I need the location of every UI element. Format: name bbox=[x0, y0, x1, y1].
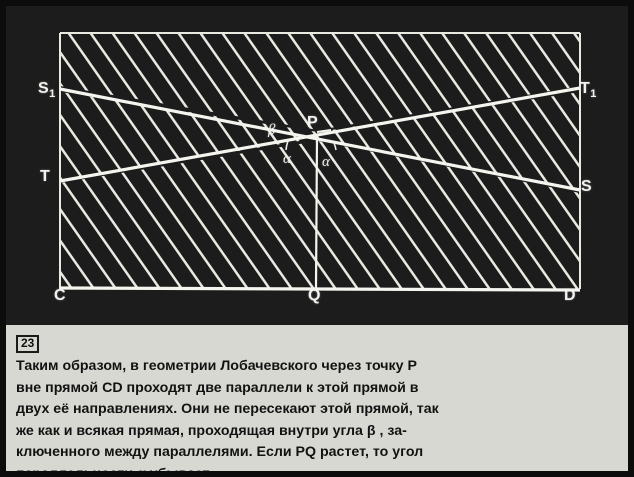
angle-label-beta: β bbox=[268, 122, 276, 138]
caption-line-4: же как и всякая прямая, проходящая внутри угла β , за- bbox=[16, 422, 407, 439]
point-label-S1: $S_1$ bbox=[38, 80, 56, 101]
point-label-T: T bbox=[40, 168, 51, 185]
point-label-Q: Q bbox=[308, 287, 321, 304]
point-label-S: S bbox=[581, 178, 593, 195]
caption-line-1: Таким образом, в геометрии Лобачевского через точку P bbox=[16, 358, 417, 374]
caption-line-2: вне прямой CD проходят две параллели к этой прямой в bbox=[16, 379, 419, 396]
caption-text bbox=[16, 356, 618, 477]
angle-label-alpha-right: α bbox=[322, 154, 330, 170]
point-label-C: C bbox=[54, 287, 67, 304]
point-label-T1: $T_1$ bbox=[580, 80, 597, 101]
caption-line-5: ключенного между параллелями. Если PQ растет, то угол bbox=[16, 444, 424, 460]
frame-bottom-strip bbox=[0, 471, 634, 477]
caption-line-3: двух её направлениях. Они не пересекают этой прямой, так bbox=[16, 401, 439, 417]
slide-number-badge: 23 bbox=[16, 335, 39, 353]
point-label-D: D bbox=[564, 287, 577, 304]
line-P-Q bbox=[316, 134, 317, 288]
angle-label-alpha-left: α bbox=[283, 151, 291, 167]
caption-panel bbox=[6, 325, 628, 471]
point-label-P: P bbox=[307, 114, 319, 131]
